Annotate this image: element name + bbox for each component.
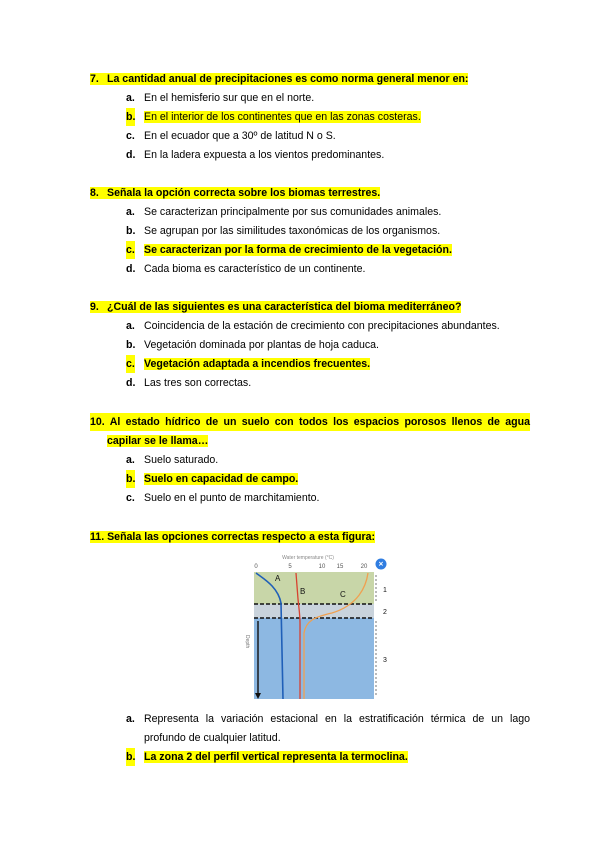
option-text: Cada bioma es característico de un continente. [144, 263, 366, 275]
question-text: ¿Cuál de las siguientes es una característica del bioma mediterráneo? [107, 301, 462, 313]
option-7d [126, 146, 530, 164]
option-8d [126, 260, 530, 278]
question-8 [90, 184, 530, 202]
question-number: 9. [90, 301, 99, 313]
curve-label-b: B [300, 587, 306, 596]
option-8c [126, 241, 530, 259]
option-9a [126, 317, 530, 335]
tick-label: 5 [288, 564, 292, 570]
question-text-line2: capilar se le llama… [107, 435, 209, 447]
question-text: La cantidad anual de precipitaciones es como norma general menor en: [107, 73, 469, 85]
option-text: En el interior de los continentes que en las zonas costeras. [144, 111, 421, 123]
option-10b [126, 470, 530, 488]
question-7 [90, 70, 530, 88]
close-icon-glyph: × [378, 559, 384, 569]
zone-label-1: 1 [383, 587, 387, 594]
lake-stratification-figure [236, 553, 396, 703]
figure-title: Water temperature (°C) [282, 555, 334, 561]
option-letter: b. [126, 470, 135, 488]
question-text-line1: Al estado hídrico de un suelo con todos los espacios porosos llenos de agua [109, 416, 530, 428]
question-number: 11. [90, 531, 105, 543]
option-9b [126, 336, 530, 354]
option-text: Suelo saturado. [144, 454, 219, 466]
option-letter: c. [126, 130, 135, 142]
option-text: Vegetación adaptada a incendios frecuentes. [144, 358, 371, 370]
figure-svg [236, 553, 396, 703]
option-10a [126, 451, 530, 469]
option-11a [126, 710, 530, 728]
option-text-line1: Representa la variación estacional en la estratificación térmica de un lago [144, 713, 530, 725]
question-10-continued [107, 432, 530, 450]
option-letter: a. [126, 713, 135, 725]
option-text: La zona 2 del perfil vertical representa la termoclina. [144, 751, 408, 763]
zone-thermocline [254, 604, 374, 618]
question-10 [90, 413, 530, 431]
question-number: 8. [90, 187, 99, 199]
option-letter: a. [126, 206, 135, 218]
option-letter: d. [126, 263, 136, 275]
question-text: Señala la opción correcta sobre los biomas terrestres. [107, 187, 381, 199]
zone-label-2: 2 [383, 609, 387, 616]
option-letter: d. [126, 377, 136, 389]
option-11b [126, 748, 530, 766]
option-letter: a. [126, 454, 135, 466]
curve-label-a: A [275, 574, 281, 583]
option-text: Coincidencia de la estación de crecimiento con precipitaciones abundantes. [144, 320, 500, 332]
curve-label-c: C [340, 590, 346, 599]
option-letter: b. [126, 225, 136, 237]
option-text: En el hemisferio sur que en el norte. [144, 92, 315, 104]
option-letter: a. [126, 92, 135, 104]
option-9d [126, 374, 530, 392]
option-letter: b. [126, 339, 136, 351]
option-text: Se agrupan por las similitudes taxonómicas de los organismos. [144, 225, 441, 237]
option-letter: c. [126, 355, 135, 373]
option-letter: a. [126, 320, 135, 332]
option-text: Vegetación dominada por plantas de hoja caduca. [144, 339, 380, 351]
zone-label-3: 3 [383, 657, 387, 664]
tick-label: 20 [360, 564, 368, 570]
tick-label: 10 [318, 564, 326, 570]
option-8b [126, 222, 530, 240]
question-9 [90, 298, 530, 316]
option-10c [126, 489, 530, 507]
option-7a [126, 89, 530, 107]
option-text: En la ladera expuesta a los vientos predominantes. [144, 149, 385, 161]
option-text: Suelo en el punto de marchitamiento. [144, 492, 320, 504]
option-text: Se caracterizan por la forma de crecimiento de la vegetación. [144, 244, 452, 256]
option-letter: d. [126, 149, 136, 161]
option-7c [126, 127, 530, 145]
depth-label: Depth [244, 635, 250, 649]
option-text: Las tres son correctas. [144, 377, 252, 389]
option-text: Suelo en capacidad de campo. [144, 473, 299, 485]
question-text: Señala las opciones correctas respecto a esta figura: [107, 531, 376, 543]
question-11 [90, 528, 530, 546]
tick-label: 15 [336, 564, 344, 570]
option-letter: c. [126, 241, 135, 259]
question-number: 10. [90, 416, 105, 428]
option-8a [126, 203, 530, 221]
option-text: Se caracterizan principalmente por sus comunidades animales. [144, 206, 442, 218]
option-letter: b. [126, 108, 135, 126]
option-text: En el ecuador que a 30º de latitud N o S. [144, 130, 336, 142]
option-letter: b. [126, 748, 135, 766]
zone-hypolimnion [254, 618, 374, 699]
tick-label: 0 [254, 564, 258, 570]
option-7b [126, 108, 530, 126]
option-text-line2: profundo de cualquier latitud. [144, 732, 281, 744]
question-number: 7. [90, 73, 99, 85]
option-letter: c. [126, 492, 135, 504]
option-11a-continued [126, 729, 530, 747]
option-9c [126, 355, 530, 373]
